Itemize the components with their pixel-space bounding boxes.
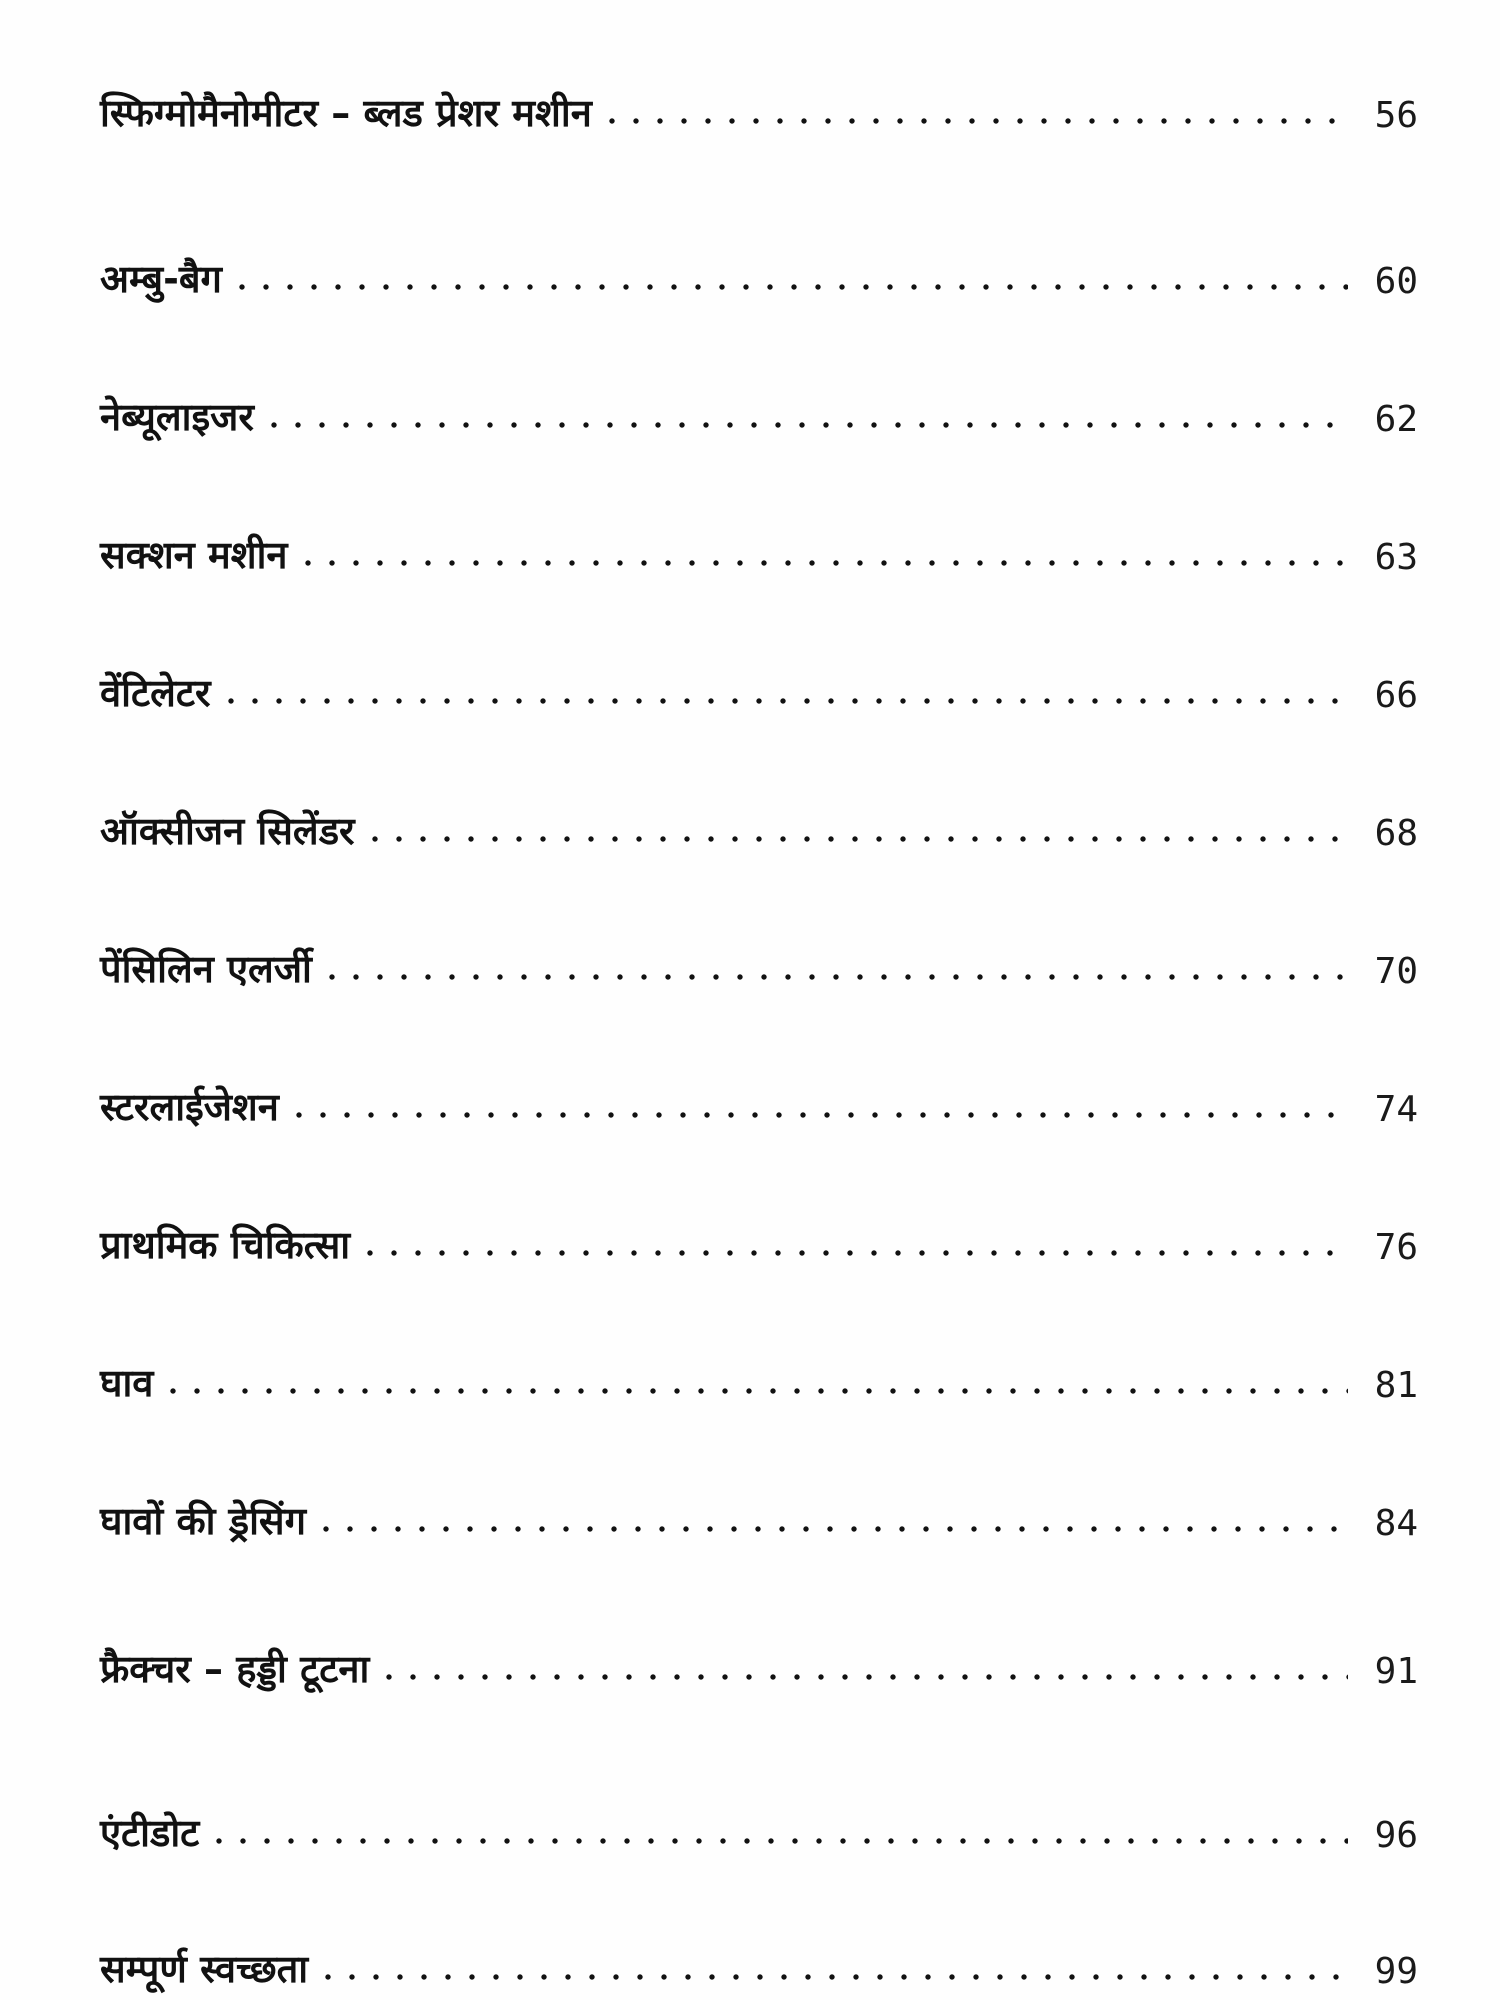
toc-entry-title: फ्रैक्चर – हड्डी टूटना xyxy=(100,1647,370,1691)
dot-leader xyxy=(314,1524,1348,1534)
toc-entry-page-number: 70 xyxy=(1374,951,1418,992)
toc-entry xyxy=(100,784,1418,854)
dot-leader xyxy=(262,420,1348,430)
dot-leader xyxy=(363,834,1348,844)
toc-entry-page-number: 91 xyxy=(1374,1651,1418,1692)
toc-entry-title: अम्बु-बैग xyxy=(100,257,222,301)
toc-entry-page-number: 56 xyxy=(1374,95,1418,136)
dot-leader xyxy=(320,972,1348,982)
toc-entry-page-number: 81 xyxy=(1374,1365,1418,1406)
toc-entry xyxy=(100,1474,1418,1544)
toc-entry xyxy=(100,370,1418,440)
toc-entry xyxy=(100,646,1418,716)
toc-entry-title: सम्पूर्ण स्वच्छता xyxy=(100,1947,309,1991)
toc-entry xyxy=(100,1786,1418,1856)
toc-entry xyxy=(100,1198,1418,1268)
toc-entry-page-number: 84 xyxy=(1374,1503,1418,1544)
toc-entry-title: सक्शन मशीन xyxy=(100,533,288,577)
toc-entry-title: वेंटिलेटर xyxy=(100,671,211,715)
dot-leader xyxy=(230,282,1348,292)
toc-entry-page-number: 60 xyxy=(1374,261,1418,302)
toc-entry xyxy=(100,1060,1418,1130)
dot-leader xyxy=(377,1672,1348,1682)
toc-entry-page-number: 96 xyxy=(1374,1815,1418,1856)
toc-entry xyxy=(100,232,1418,302)
toc-entry-title: प्राथमिक चिकित्सा xyxy=(100,1223,351,1267)
toc-entry-page-number: 66 xyxy=(1374,675,1418,716)
toc-entry xyxy=(100,922,1418,992)
toc-entry xyxy=(100,66,1418,136)
toc-entry-title: नेब्यूलाइजर xyxy=(100,395,254,439)
toc-entry-title: स्फिग्मोमैनोमीटर – ब्लड प्रेशर मशीन xyxy=(100,91,592,135)
dot-leader xyxy=(316,1972,1348,1982)
toc-entry-page-number: 74 xyxy=(1374,1089,1418,1130)
dot-leader xyxy=(296,558,1349,568)
toc-entry-page-number: 99 xyxy=(1374,1951,1418,1992)
toc-entry-title: घावों की ड्रेसिंग xyxy=(100,1499,307,1543)
toc-entry-page-number: 63 xyxy=(1374,537,1418,578)
toc-entry xyxy=(100,1336,1418,1406)
dot-leader xyxy=(161,1386,1348,1396)
toc-entry-page-number: 76 xyxy=(1374,1227,1418,1268)
dot-leader xyxy=(287,1110,1348,1120)
dot-leader xyxy=(207,1836,1348,1846)
dot-leader xyxy=(600,116,1348,126)
toc-entry-title: पेंसिलिन एलर्जी xyxy=(100,947,312,991)
toc-entry xyxy=(100,508,1418,578)
toc-entry-title: घाव xyxy=(100,1361,154,1405)
toc-entry-page-number: 62 xyxy=(1374,399,1418,440)
toc-entry xyxy=(100,1922,1418,1992)
dot-leader xyxy=(358,1248,1348,1258)
toc-entry-title: एंटीडोट xyxy=(100,1811,200,1855)
dot-leader xyxy=(219,696,1348,706)
toc-entry-page-number: 68 xyxy=(1374,813,1418,854)
toc-entry-title: स्टरलाईजेशन xyxy=(100,1085,279,1129)
toc-entry xyxy=(100,1622,1418,1692)
toc-entry-title: ऑक्सीजन सिलेंडर xyxy=(100,809,355,853)
